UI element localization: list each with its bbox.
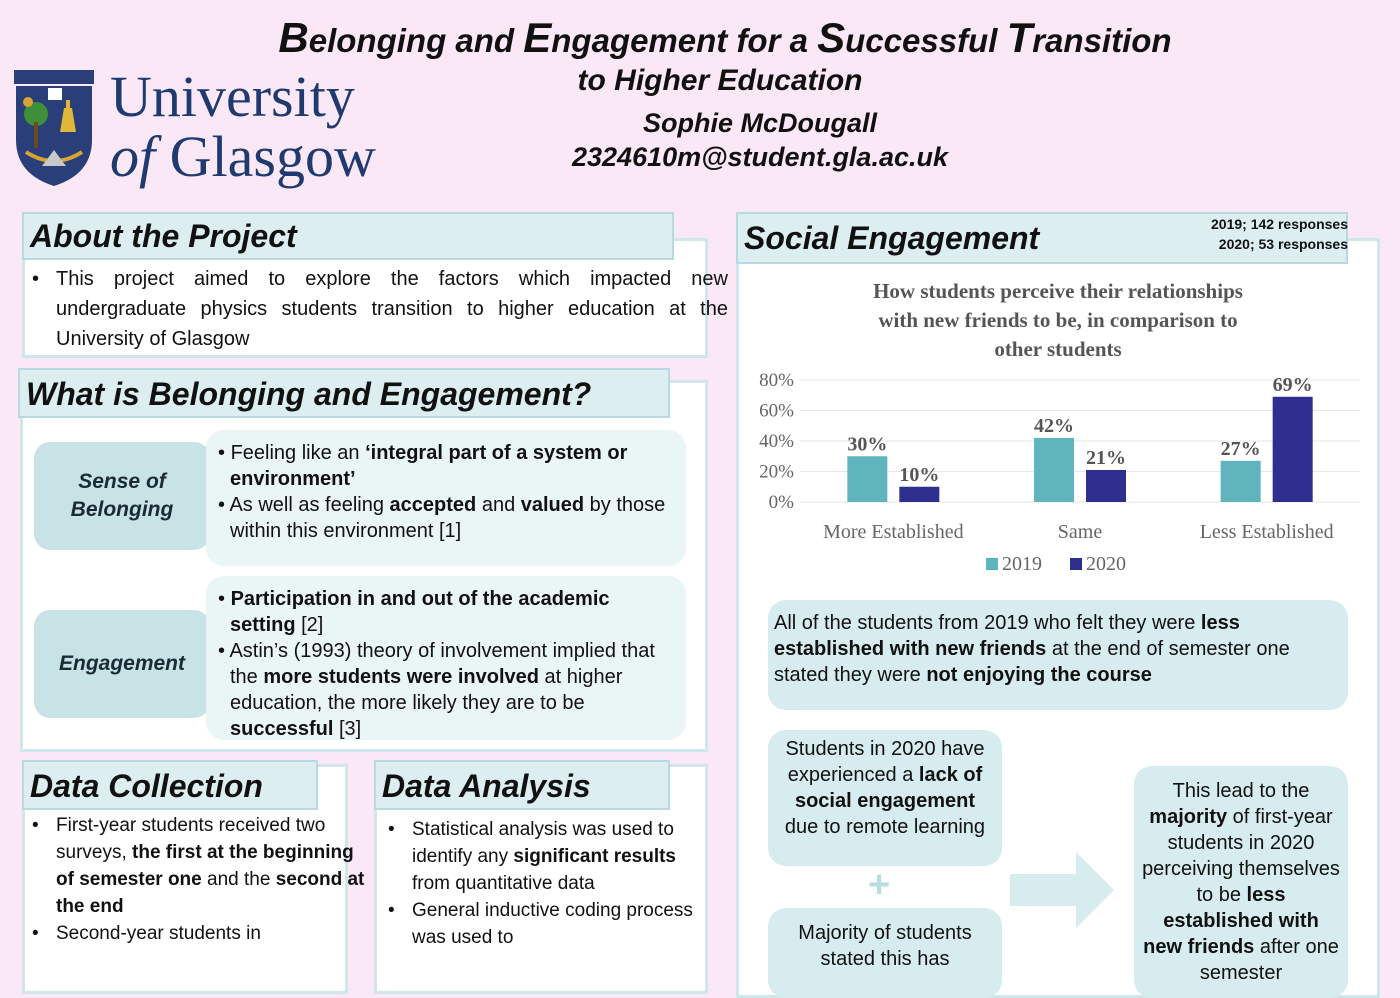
sense-of-belonging-definition: • Feeling like an ‘integral part of a system or environment’ • As well as feeling accepted and valued by those within this environment [1] <box>206 430 686 566</box>
chart-title-line: with new friends to be, in comparison to <box>878 308 1238 332</box>
conclusion-box: This lead to the majority of first-year students in 2020 perceiving themselves to be less established with new friends after one semester <box>1134 766 1348 998</box>
data-collection-heading: Data Collection <box>22 760 318 810</box>
y-tick-label: 80% <box>759 370 794 391</box>
author-name: Sophie McDougall <box>642 108 877 138</box>
data-collection-list <box>24 812 372 947</box>
bar-2020-0 <box>899 487 939 502</box>
list-item: • This project aimed to explore the factors which impacted new undergraduate physics students transition to higher education at the University of Glasgow <box>56 264 728 354</box>
data-label: 27% <box>1220 437 1261 460</box>
data-analysis-list <box>380 816 712 951</box>
x-tick-label: More Established <box>823 521 964 543</box>
legend-entry: 2020 <box>1086 553 1126 575</box>
university-logo <box>14 64 394 195</box>
data-label: 30% <box>847 433 888 456</box>
list-item: • Statistical analysis was used to identify any significant results from quantitative data <box>412 816 712 897</box>
legend-swatch <box>986 558 998 570</box>
bar-2019-0 <box>847 456 887 502</box>
social-engagement-heading: Social Engagement <box>736 212 1348 264</box>
engagement-label: Engagement <box>34 610 210 718</box>
logo-university-text: University <box>110 64 355 129</box>
list-item: • First-year students received two surveys, the first at the beginning of semester one and the second at the end <box>56 812 372 920</box>
bar-2019-1 <box>1034 438 1074 502</box>
sense-of-belonging-label: Sense of Belonging <box>34 442 210 550</box>
logo-glasgow-text: of Glasgow <box>110 124 376 189</box>
plus-icon: + <box>868 864 891 906</box>
arrow-right-icon <box>1010 852 1114 928</box>
remote-learning-box: Students in 2020 have experienced a lack of social engagement due to remote learning <box>768 730 1002 866</box>
chart-title-line: How students perceive their relationships <box>873 279 1243 303</box>
bar-2019-2 <box>1221 461 1261 502</box>
about-heading: About the Project <box>22 212 674 260</box>
list-item: • General inductive coding process was used to <box>412 897 712 951</box>
crest-icon <box>14 70 94 188</box>
data-label: 21% <box>1086 446 1126 469</box>
legend-entry: 2019 <box>1002 553 1042 575</box>
y-tick-label: 0% <box>768 492 794 513</box>
responses-2020: 2020; 53 responses <box>1218 236 1348 252</box>
poster-title: Belonging and Engagement for a Successful Transition <box>278 14 1172 61</box>
belonging-heading: What is Belonging and Engagement? <box>18 368 670 418</box>
finding-box: All of the students from 2019 who felt they were less established with new friends at the end of semester one stated they were not enjoying the course <box>768 600 1348 710</box>
legend-swatch <box>1070 558 1082 570</box>
bar-2020-1 <box>1086 470 1126 502</box>
majority-stated-box: Majority of students stated this has <box>768 908 1002 998</box>
poster-title-line2: to Higher Education <box>577 64 863 97</box>
about-list <box>24 264 728 354</box>
response-counts <box>1168 214 1348 254</box>
relationship-bar-chart <box>740 270 1370 590</box>
x-tick-label: Same <box>1057 521 1103 543</box>
data-label: 10% <box>899 463 940 486</box>
engagement-definition: • Participation in and out of the academic setting [2] • Astin’s (1993) theory of involvement implied that the more students were involved at higher education, the more likely they are to be successful [3] <box>206 576 686 740</box>
y-tick-label: 60% <box>759 400 794 422</box>
bar-2020-2 <box>1273 397 1313 502</box>
chart-title-line: other students <box>994 337 1122 361</box>
x-tick-label: Less Established <box>1199 521 1334 543</box>
author-email[interactable]: 2324610m@student.gla.ac.uk <box>572 142 948 172</box>
data-analysis-heading: Data Analysis <box>374 760 670 810</box>
y-tick-label: 20% <box>759 461 794 483</box>
list-item: • Second-year students in <box>56 920 372 947</box>
chart-title <box>873 279 1243 361</box>
data-label: 69% <box>1272 373 1313 396</box>
y-tick-label: 40% <box>759 431 794 452</box>
responses-2019: 2019; 142 responses <box>1211 216 1348 232</box>
data-label: 42% <box>1034 414 1074 437</box>
